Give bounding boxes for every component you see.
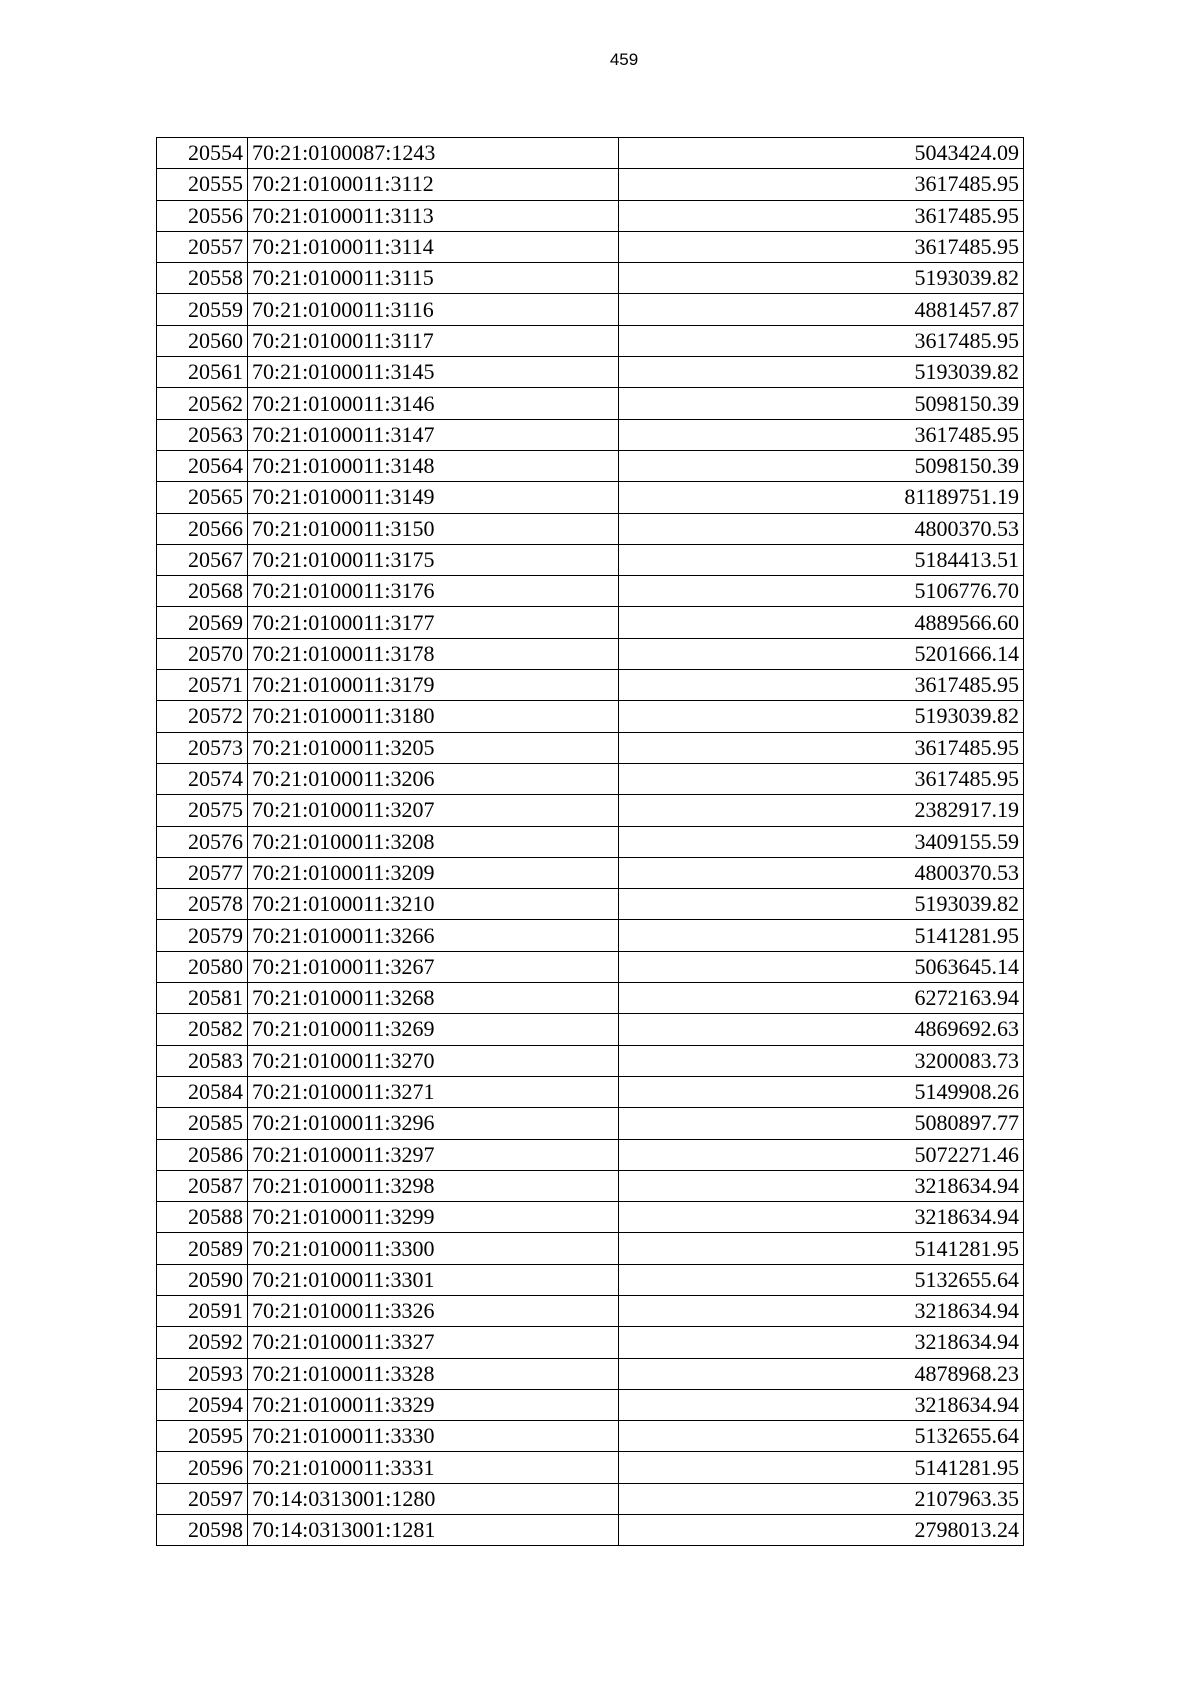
row-index-cell: 20554 bbox=[157, 138, 248, 169]
table-row bbox=[157, 1327, 1024, 1358]
cadastral-number-cell: 70:21:0100011:3326 bbox=[248, 1295, 619, 1326]
table-row bbox=[157, 1139, 1024, 1170]
table-row bbox=[157, 325, 1024, 356]
value-cell: 5193039.82 bbox=[619, 701, 1024, 732]
table-row bbox=[157, 357, 1024, 388]
row-index-cell: 20575 bbox=[157, 795, 248, 826]
cadastral-number-cell: 70:21:0100011:3176 bbox=[248, 576, 619, 607]
row-index-cell: 20586 bbox=[157, 1139, 248, 1170]
row-index-cell: 20578 bbox=[157, 889, 248, 920]
row-index-cell: 20589 bbox=[157, 1233, 248, 1264]
cadastral-number-cell: 70:21:0100011:3112 bbox=[248, 169, 619, 200]
cadastral-number-cell: 70:21:0100011:3301 bbox=[248, 1264, 619, 1295]
row-index-cell: 20577 bbox=[157, 857, 248, 888]
row-index-cell: 20585 bbox=[157, 1108, 248, 1139]
table-row bbox=[157, 701, 1024, 732]
row-index-cell: 20559 bbox=[157, 294, 248, 325]
value-cell: 3218634.94 bbox=[619, 1295, 1024, 1326]
row-index-cell: 20588 bbox=[157, 1202, 248, 1233]
value-cell: 5193039.82 bbox=[619, 357, 1024, 388]
row-index-cell: 20595 bbox=[157, 1421, 248, 1452]
table-row bbox=[157, 1515, 1024, 1546]
table-row bbox=[157, 857, 1024, 888]
cadastral-number-cell: 70:21:0100011:3145 bbox=[248, 357, 619, 388]
table-row bbox=[157, 1202, 1024, 1233]
table-row bbox=[157, 1483, 1024, 1514]
row-index-cell: 20582 bbox=[157, 1014, 248, 1045]
table-row bbox=[157, 795, 1024, 826]
table-row bbox=[157, 263, 1024, 294]
row-index-cell: 20566 bbox=[157, 513, 248, 544]
row-index-cell: 20598 bbox=[157, 1515, 248, 1546]
cadastral-number-cell: 70:21:0100011:3269 bbox=[248, 1014, 619, 1045]
value-cell: 3617485.95 bbox=[619, 670, 1024, 701]
cadastral-number-cell: 70:21:0100011:3267 bbox=[248, 951, 619, 982]
cadastral-value-table bbox=[156, 137, 1024, 1546]
row-index-cell: 20570 bbox=[157, 638, 248, 669]
row-index-cell: 20594 bbox=[157, 1389, 248, 1420]
value-cell: 5080897.77 bbox=[619, 1108, 1024, 1139]
value-cell: 5132655.64 bbox=[619, 1421, 1024, 1452]
table-row bbox=[157, 732, 1024, 763]
cadastral-number-cell: 70:21:0100011:3209 bbox=[248, 857, 619, 888]
table-row bbox=[157, 1452, 1024, 1483]
value-cell: 5063645.14 bbox=[619, 951, 1024, 982]
cadastral-number-cell: 70:21:0100011:3330 bbox=[248, 1421, 619, 1452]
cadastral-number-cell: 70:21:0100011:3208 bbox=[248, 826, 619, 857]
value-cell: 3617485.95 bbox=[619, 200, 1024, 231]
table-row bbox=[157, 1045, 1024, 1076]
cadastral-number-cell: 70:21:0100011:3179 bbox=[248, 670, 619, 701]
row-index-cell: 20576 bbox=[157, 826, 248, 857]
value-cell: 3218634.94 bbox=[619, 1170, 1024, 1201]
cadastral-number-cell: 70:21:0100011:3296 bbox=[248, 1108, 619, 1139]
row-index-cell: 20560 bbox=[157, 325, 248, 356]
value-cell: 2107963.35 bbox=[619, 1483, 1024, 1514]
row-index-cell: 20562 bbox=[157, 388, 248, 419]
row-index-cell: 20592 bbox=[157, 1327, 248, 1358]
cadastral-number-cell: 70:21:0100011:3150 bbox=[248, 513, 619, 544]
table-body bbox=[157, 138, 1024, 1546]
value-cell: 3218634.94 bbox=[619, 1327, 1024, 1358]
value-cell: 5193039.82 bbox=[619, 889, 1024, 920]
row-index-cell: 20593 bbox=[157, 1358, 248, 1389]
table-row bbox=[157, 1233, 1024, 1264]
table-row bbox=[157, 1170, 1024, 1201]
cadastral-number-cell: 70:21:0100011:3113 bbox=[248, 200, 619, 231]
cadastral-number-cell: 70:21:0100011:3270 bbox=[248, 1045, 619, 1076]
value-cell: 5132655.64 bbox=[619, 1264, 1024, 1295]
cadastral-number-cell: 70:21:0100011:3180 bbox=[248, 701, 619, 732]
value-cell: 4878968.23 bbox=[619, 1358, 1024, 1389]
row-index-cell: 20597 bbox=[157, 1483, 248, 1514]
cadastral-number-cell: 70:14:0313001:1281 bbox=[248, 1515, 619, 1546]
table-row bbox=[157, 200, 1024, 231]
row-index-cell: 20569 bbox=[157, 607, 248, 638]
table-row bbox=[157, 482, 1024, 513]
row-index-cell: 20583 bbox=[157, 1045, 248, 1076]
page-number: 459 bbox=[609, 50, 639, 69]
cadastral-number-cell: 70:21:0100011:3268 bbox=[248, 983, 619, 1014]
row-index-cell: 20574 bbox=[157, 763, 248, 794]
value-cell: 5184413.51 bbox=[619, 544, 1024, 575]
table-row bbox=[157, 513, 1024, 544]
value-cell: 5141281.95 bbox=[619, 1233, 1024, 1264]
cadastral-number-cell: 70:21:0100011:3297 bbox=[248, 1139, 619, 1170]
cadastral-number-cell: 70:21:0100011:3117 bbox=[248, 325, 619, 356]
value-cell: 5106776.70 bbox=[619, 576, 1024, 607]
cadastral-number-cell: 70:21:0100011:3114 bbox=[248, 231, 619, 262]
table-row bbox=[157, 419, 1024, 450]
value-cell: 3200083.73 bbox=[619, 1045, 1024, 1076]
table-row bbox=[157, 763, 1024, 794]
cadastral-number-cell: 70:21:0100011:3266 bbox=[248, 920, 619, 951]
cadastral-number-cell: 70:21:0100011:3327 bbox=[248, 1327, 619, 1358]
table-row bbox=[157, 1014, 1024, 1045]
cadastral-number-cell: 70:21:0100011:3299 bbox=[248, 1202, 619, 1233]
table-row bbox=[157, 1108, 1024, 1139]
table-row bbox=[157, 450, 1024, 481]
row-index-cell: 20567 bbox=[157, 544, 248, 575]
row-index-cell: 20573 bbox=[157, 732, 248, 763]
table-row bbox=[157, 607, 1024, 638]
cadastral-number-cell: 70:21:0100087:1243 bbox=[248, 138, 619, 169]
value-cell: 4889566.60 bbox=[619, 607, 1024, 638]
row-index-cell: 20568 bbox=[157, 576, 248, 607]
value-cell: 5072271.46 bbox=[619, 1139, 1024, 1170]
row-index-cell: 20580 bbox=[157, 951, 248, 982]
value-cell: 3617485.95 bbox=[619, 419, 1024, 450]
table-row bbox=[157, 138, 1024, 169]
table-row bbox=[157, 1264, 1024, 1295]
value-cell: 5098150.39 bbox=[619, 450, 1024, 481]
row-index-cell: 20579 bbox=[157, 920, 248, 951]
value-cell: 3218634.94 bbox=[619, 1202, 1024, 1233]
value-cell: 3617485.95 bbox=[619, 169, 1024, 200]
value-cell: 3617485.95 bbox=[619, 231, 1024, 262]
cadastral-number-cell: 70:21:0100011:3329 bbox=[248, 1389, 619, 1420]
cadastral-number-cell: 70:21:0100011:3328 bbox=[248, 1358, 619, 1389]
table-row bbox=[157, 826, 1024, 857]
cadastral-number-cell: 70:21:0100011:3206 bbox=[248, 763, 619, 794]
cadastral-number-cell: 70:21:0100011:3210 bbox=[248, 889, 619, 920]
value-cell: 5201666.14 bbox=[619, 638, 1024, 669]
row-index-cell: 20584 bbox=[157, 1076, 248, 1107]
row-index-cell: 20571 bbox=[157, 670, 248, 701]
value-cell: 5149908.26 bbox=[619, 1076, 1024, 1107]
table-row bbox=[157, 1389, 1024, 1420]
table-row bbox=[157, 169, 1024, 200]
table-row bbox=[157, 1358, 1024, 1389]
value-cell: 3218634.94 bbox=[619, 1389, 1024, 1420]
value-cell: 4869692.63 bbox=[619, 1014, 1024, 1045]
cadastral-number-cell: 70:21:0100011:3146 bbox=[248, 388, 619, 419]
cadastral-number-cell: 70:21:0100011:3207 bbox=[248, 795, 619, 826]
value-cell: 2382917.19 bbox=[619, 795, 1024, 826]
cadastral-number-cell: 70:21:0100011:3175 bbox=[248, 544, 619, 575]
row-index-cell: 20596 bbox=[157, 1452, 248, 1483]
value-cell: 3617485.95 bbox=[619, 732, 1024, 763]
row-index-cell: 20561 bbox=[157, 357, 248, 388]
table-row bbox=[157, 951, 1024, 982]
table-row bbox=[157, 638, 1024, 669]
row-index-cell: 20591 bbox=[157, 1295, 248, 1326]
cadastral-number-cell: 70:21:0100011:3147 bbox=[248, 419, 619, 450]
row-index-cell: 20590 bbox=[157, 1264, 248, 1295]
table-row bbox=[157, 670, 1024, 701]
cadastral-number-cell: 70:14:0313001:1280 bbox=[248, 1483, 619, 1514]
value-cell: 5098150.39 bbox=[619, 388, 1024, 419]
row-index-cell: 20557 bbox=[157, 231, 248, 262]
table-row bbox=[157, 920, 1024, 951]
table-row bbox=[157, 388, 1024, 419]
cadastral-number-cell: 70:21:0100011:3298 bbox=[248, 1170, 619, 1201]
table-row bbox=[157, 889, 1024, 920]
cadastral-number-cell: 70:21:0100011:3178 bbox=[248, 638, 619, 669]
cadastral-number-cell: 70:21:0100011:3116 bbox=[248, 294, 619, 325]
value-cell: 4881457.87 bbox=[619, 294, 1024, 325]
table-row bbox=[157, 1076, 1024, 1107]
row-index-cell: 20565 bbox=[157, 482, 248, 513]
value-cell: 6272163.94 bbox=[619, 983, 1024, 1014]
row-index-cell: 20581 bbox=[157, 983, 248, 1014]
value-cell: 5193039.82 bbox=[619, 263, 1024, 294]
table-row bbox=[157, 231, 1024, 262]
value-cell: 4800370.53 bbox=[619, 857, 1024, 888]
cadastral-number-cell: 70:21:0100011:3115 bbox=[248, 263, 619, 294]
row-index-cell: 20555 bbox=[157, 169, 248, 200]
row-index-cell: 20563 bbox=[157, 419, 248, 450]
table-row bbox=[157, 983, 1024, 1014]
cadastral-number-cell: 70:21:0100011:3271 bbox=[248, 1076, 619, 1107]
value-cell: 5141281.95 bbox=[619, 920, 1024, 951]
cadastral-number-cell: 70:21:0100011:3300 bbox=[248, 1233, 619, 1264]
table-row bbox=[157, 1295, 1024, 1326]
cadastral-number-cell: 70:21:0100011:3149 bbox=[248, 482, 619, 513]
cadastral-number-cell: 70:21:0100011:3148 bbox=[248, 450, 619, 481]
value-cell: 81189751.19 bbox=[619, 482, 1024, 513]
cadastral-number-cell: 70:21:0100011:3177 bbox=[248, 607, 619, 638]
table-row bbox=[157, 576, 1024, 607]
row-index-cell: 20556 bbox=[157, 200, 248, 231]
row-index-cell: 20558 bbox=[157, 263, 248, 294]
cadastral-number-cell: 70:21:0100011:3205 bbox=[248, 732, 619, 763]
table-row bbox=[157, 294, 1024, 325]
value-cell: 4800370.53 bbox=[619, 513, 1024, 544]
value-cell: 3409155.59 bbox=[619, 826, 1024, 857]
cadastral-number-cell: 70:21:0100011:3331 bbox=[248, 1452, 619, 1483]
row-index-cell: 20564 bbox=[157, 450, 248, 481]
value-cell: 3617485.95 bbox=[619, 763, 1024, 794]
value-cell: 5141281.95 bbox=[619, 1452, 1024, 1483]
value-cell: 2798013.24 bbox=[619, 1515, 1024, 1546]
value-cell: 3617485.95 bbox=[619, 325, 1024, 356]
value-cell: 5043424.09 bbox=[619, 138, 1024, 169]
row-index-cell: 20572 bbox=[157, 701, 248, 732]
table-row bbox=[157, 544, 1024, 575]
table-row bbox=[157, 1421, 1024, 1452]
row-index-cell: 20587 bbox=[157, 1170, 248, 1201]
